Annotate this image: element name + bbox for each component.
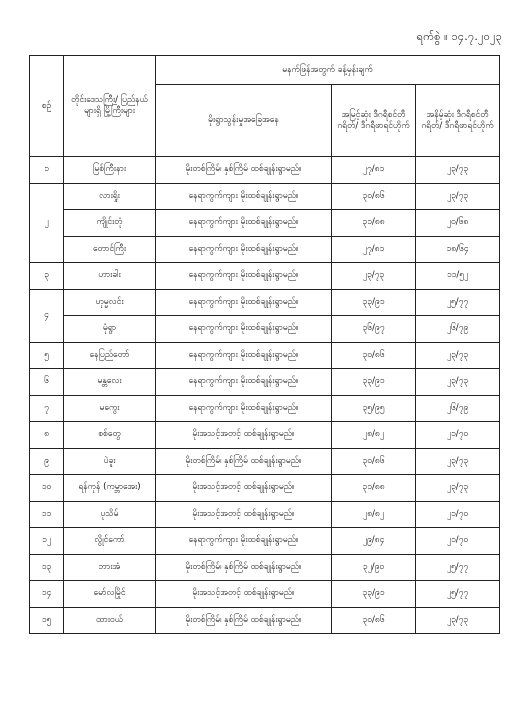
row-number-cell: ၁၂: [30, 528, 64, 555]
max-temp-cell: ၂၈/၈၂: [332, 422, 416, 449]
row-number-cell: ၂: [30, 183, 64, 263]
table-row: [30, 263, 500, 290]
city-cell: ပုသိမ်: [64, 501, 156, 528]
min-temp-cell: ၂၃/၇၃: [416, 369, 500, 396]
min-temp-cell: ၂၅/၇၇: [416, 289, 500, 316]
min-temp-cell: ၂၆/၇၉: [416, 316, 500, 343]
city-cell: စစ်တွေ: [64, 422, 156, 449]
condition-cell: နေရာကွက်ကျား မိုးထစ်ချုန်းရွာမည်။: [156, 289, 332, 316]
header-max-temp: အမြင့်ဆုံး ဒီဂရီစင်တီဂရိတ်/ ဒီဂရီဖာရင်ဟိုက်: [332, 85, 416, 157]
condition-cell: နေရာကွက်ကျား မိုးထစ်ချုန်းရွာမည်။: [156, 316, 332, 343]
min-temp-cell: ၂၆/၇၉: [416, 395, 500, 422]
row-number-cell: ၁: [30, 157, 64, 184]
condition-cell: မိုးအသင့်အတင့် ထစ်ချုန်းရွာမည်။: [156, 475, 332, 502]
max-temp-cell: ၃၀/၈၆: [332, 342, 416, 369]
row-number-cell: ၁၁: [30, 501, 64, 528]
condition-cell: နေရာကွက်ကျား မိုးထစ်ချုန်းရွာမည်။: [156, 342, 332, 369]
min-temp-cell: ၂၃/၇၃: [416, 157, 500, 184]
table-row: [30, 157, 500, 184]
condition-cell: မိုးအသင့်အတင့် ထစ်ချုန်းရွာမည်။: [156, 501, 332, 528]
table-body: [30, 157, 500, 634]
table-row: [30, 316, 500, 343]
max-temp-cell: ၃၁/၈၈: [332, 210, 416, 237]
condition-cell: မိုးအသင့်အတင့် ထစ်ချုန်းရွာမည်။: [156, 581, 332, 608]
max-temp-cell: ၂၇/၈၁: [332, 236, 416, 263]
city-cell: လွိုင်ကော်: [64, 528, 156, 555]
table-row: [30, 528, 500, 555]
condition-cell: နေရာကွက်ကျား မိုးထစ်ချုန်းရွာမည်။: [156, 528, 332, 555]
max-temp-cell: ၂၇/၈၁: [332, 157, 416, 184]
table-row: [30, 475, 500, 502]
max-temp-cell: ၃၀/၈၆: [332, 183, 416, 210]
min-temp-cell: ၂၃/၇၃: [416, 607, 500, 634]
max-temp-cell: ၃၂/၉၀: [332, 554, 416, 581]
city-cell: မြစ်ကြီးနား: [64, 157, 156, 184]
forecast-table: [29, 55, 500, 634]
min-temp-cell: ၂၃/၇၃: [416, 475, 500, 502]
city-cell: ဘားအံ: [64, 554, 156, 581]
table-row: [30, 342, 500, 369]
row-number-cell: ၅: [30, 342, 64, 369]
table-row: [30, 607, 500, 634]
header-row-1: [30, 56, 500, 85]
condition-cell: မိုးတစ်ကြိမ်၊ နှစ်ကြိမ် ထစ်ချုန်းရွာမည်။: [156, 607, 332, 634]
min-temp-cell: ၂၃/၇၃: [416, 342, 500, 369]
city-cell: တောင်ကြီး: [64, 236, 156, 263]
table-row: [30, 395, 500, 422]
city-cell: ဟားခါး: [64, 263, 156, 290]
table-row: [30, 448, 500, 475]
row-number-cell: ၁၀: [30, 475, 64, 502]
min-temp-cell: ၂၅/၇၇: [416, 554, 500, 581]
header-no: စဉ်: [30, 56, 64, 157]
min-temp-cell: ၂၃/၇၃: [416, 183, 500, 210]
row-number-cell: ၃: [30, 263, 64, 290]
max-temp-cell: ၃၃/၉၁: [332, 581, 416, 608]
condition-cell: မိုးအသင့်အတင့် ထစ်ချုန်းရွာမည်။: [156, 422, 332, 449]
max-temp-cell: ၃၀/၈၆: [332, 607, 416, 634]
max-temp-cell: ၂၃/၇၃: [332, 263, 416, 290]
condition-cell: နေရာကွက်ကျား မိုးထစ်ချုန်းရွာမည်။: [156, 395, 332, 422]
row-number-cell: ၁၃: [30, 554, 64, 581]
min-temp-cell: ၁၁/၅၂: [416, 263, 500, 290]
city-cell: ဟုမ္မလင်း: [64, 289, 156, 316]
header-forecast-group: မနက်ဖြန်အတွက် ခန့်မှန်းချက်: [156, 56, 500, 85]
max-temp-cell: ၃၃/၉၁: [332, 289, 416, 316]
city-cell: ကျိုင်းတုံ: [64, 210, 156, 237]
row-number-cell: ၇: [30, 395, 64, 422]
city-cell: ရန်ကုန် (ကမ္ဘာအေး): [64, 475, 156, 502]
condition-cell: နေရာကွက်ကျား မိုးထစ်ချုန်းရွာမည်။: [156, 236, 332, 263]
max-temp-cell: ၃၆/၉၇: [332, 316, 416, 343]
max-temp-cell: ၂၈/၈၂: [332, 501, 416, 528]
condition-cell: မိုးတစ်ကြိမ်၊ နှစ်ကြိမ် ထစ်ချုန်းရွာမည်။: [156, 448, 332, 475]
row-number-cell: ၉: [30, 448, 64, 475]
table-row: [30, 183, 500, 210]
city-cell: မကွေး: [64, 395, 156, 422]
row-number-cell: ၁၄: [30, 581, 64, 608]
row-number-cell: ၈: [30, 422, 64, 449]
row-number-cell: ၆: [30, 369, 64, 396]
condition-cell: နေရာကွက်ကျား မိုးထစ်ချုန်းရွာမည်။: [156, 263, 332, 290]
city-cell: နေပြည်တော်: [64, 342, 156, 369]
max-temp-cell: ၃၅/၉၅: [332, 395, 416, 422]
city-cell: လားရှိုး: [64, 183, 156, 210]
table-row: [30, 422, 500, 449]
condition-cell: မိုးတစ်ကြိမ်၊ နှစ်ကြိမ် ထစ်ချုန်းရွာမည်။: [156, 554, 332, 581]
header-city: တိုင်းဒေသကြီး/ ပြည်နယ်များရှိ မြို့ကြီးများ: [64, 56, 156, 157]
min-temp-cell: ၂၀/၆၈: [416, 210, 500, 237]
row-number-cell: ၁၅: [30, 607, 64, 634]
min-temp-cell: ၂၁/၇၀: [416, 501, 500, 528]
min-temp-cell: ၂၃/၇၃: [416, 448, 500, 475]
max-temp-cell: ၃၃/၉၁: [332, 369, 416, 396]
city-cell: မန္တလေး: [64, 369, 156, 396]
table-row: [30, 210, 500, 237]
date-line: ရက်စွဲ ။ ၁၄.၇.၂၀၂၃: [416, 30, 502, 43]
table-row: [30, 236, 500, 263]
min-temp-cell: ၂၁/၇၀: [416, 528, 500, 555]
min-temp-cell: ၂၁/၇၀: [416, 422, 500, 449]
header-condition: မိုးရွာသွန်းမှုအခြေအနေ: [156, 85, 332, 157]
table-row: [30, 581, 500, 608]
condition-cell: နေရာကွက်ကျား မိုးထစ်ချုန်းရွာမည်။: [156, 210, 332, 237]
table-row: [30, 369, 500, 396]
max-temp-cell: ၂၉/၈၄: [332, 528, 416, 555]
header-min-temp: အနိမ့်ဆုံး ဒီဂရီစင်တီဂရိတ်/ ဒီဂရီဖာရင်ဟိုက်: [416, 85, 500, 157]
max-temp-cell: ၃၀/၈၆: [332, 448, 416, 475]
max-temp-cell: ၃၁/၈၈: [332, 475, 416, 502]
city-cell: မော်လမြိုင်: [64, 581, 156, 608]
table-row: [30, 554, 500, 581]
condition-cell: နေရာကွက်ကျား မိုးထစ်ချုန်းရွာမည်။: [156, 369, 332, 396]
row-number-cell: ၄: [30, 289, 64, 342]
city-cell: ထားဝယ်: [64, 607, 156, 634]
min-temp-cell: ၁၈/၆၄: [416, 236, 500, 263]
condition-cell: မိုးတစ်ကြိမ်၊ နှစ်ကြိမ် ထစ်ချုန်းရွာမည်။: [156, 157, 332, 184]
city-cell: ပဲခူး: [64, 448, 156, 475]
min-temp-cell: ၂၅/၇၇: [416, 581, 500, 608]
city-cell: မုံရွာ: [64, 316, 156, 343]
condition-cell: နေရာကွက်ကျား မိုးထစ်ချုန်းရွာမည်။: [156, 183, 332, 210]
table-row: [30, 289, 500, 316]
table-row: [30, 501, 500, 528]
